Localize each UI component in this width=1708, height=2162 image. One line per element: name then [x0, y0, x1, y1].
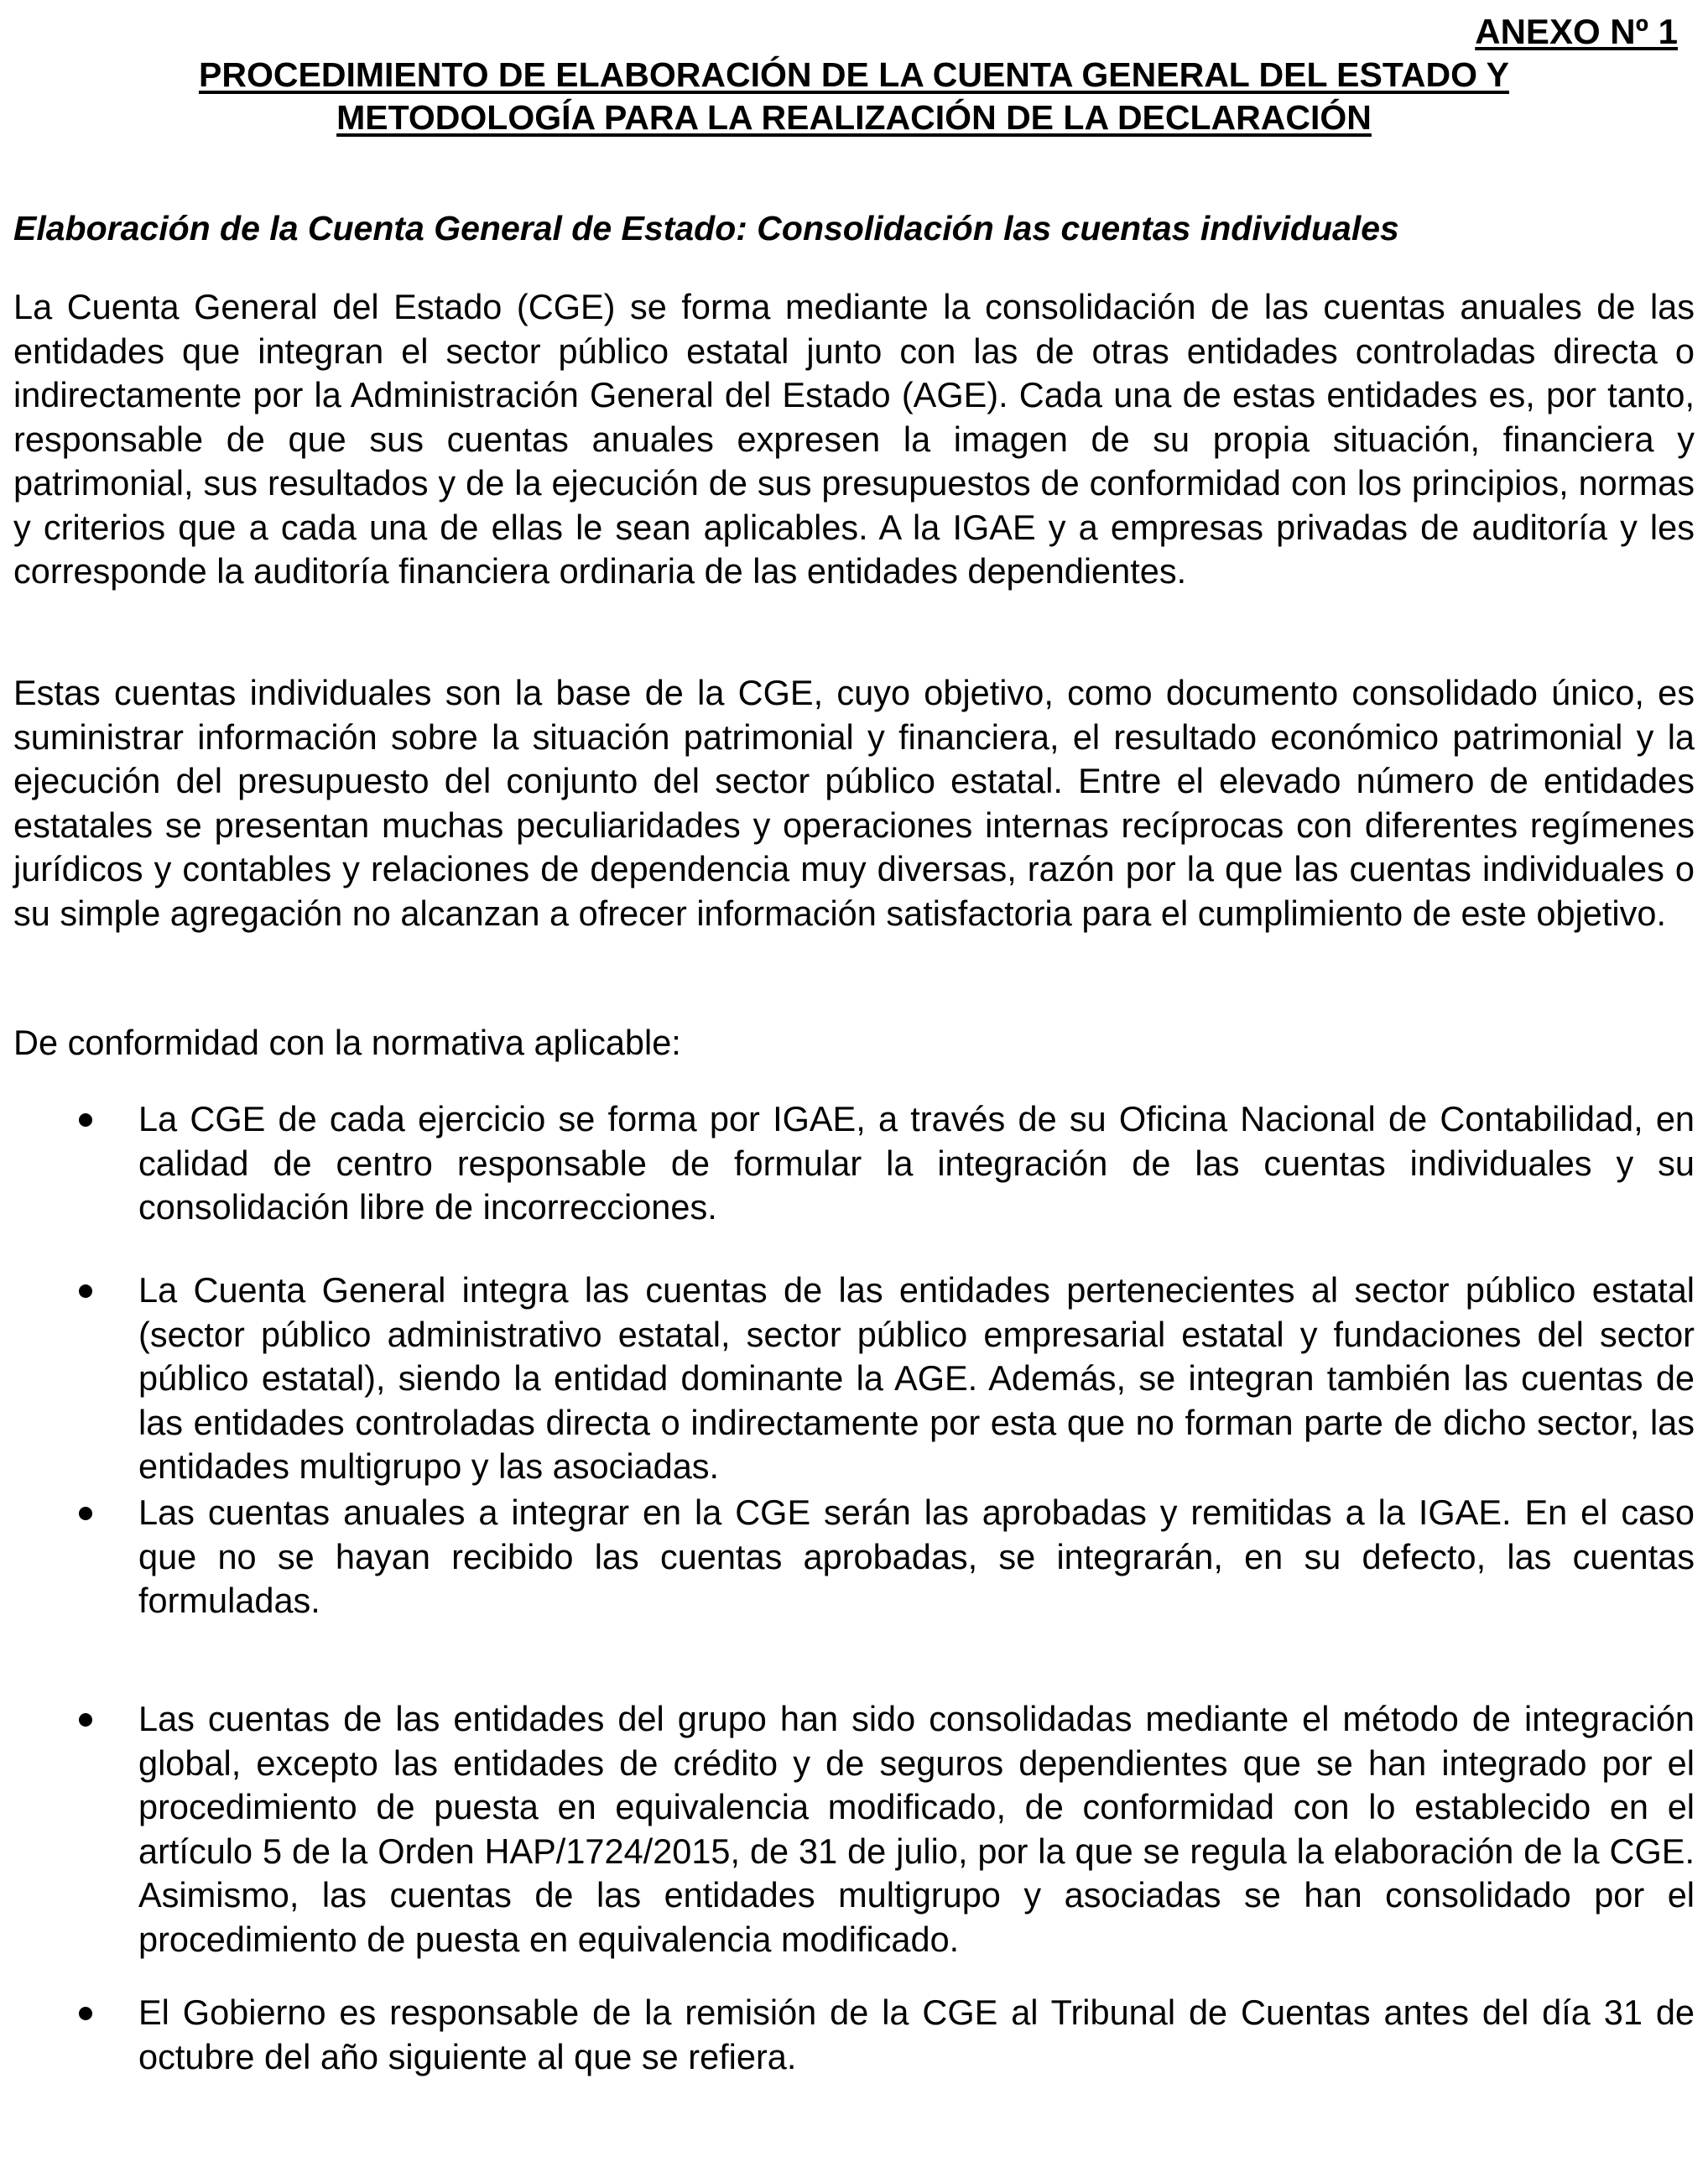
bullet-icon — [79, 1507, 92, 1520]
list-item-text: La Cuenta General integra las cuentas de las entidades pertenecientes al sector público estatal (sector público administrativo estatal, sector público empresarial estatal y fundaciones del sector público estatal), siendo la entidad dominante la AGE. Además, se integran también las cuentas de las entidades controladas directa o indirectamente por esta que no forman parte de dicho sector, las entidades multigrupo y las asociadas. — [138, 1270, 1695, 1486]
list-item-text: La CGE de cada ejercicio se forma por IGAE, a través de su Oficina Nacional de Contabilidad, en calidad de centro responsable de formular la integración de las cuentas individuales y su consolidación libre de incorrecciones. — [138, 1099, 1695, 1227]
title-line-2-text: METODOLOGÍA PARA LA REALIZACIÓN DE LA DECLARACIÓN — [336, 98, 1372, 137]
paragraph-normative-intro: De conformidad con la normativa aplicable: — [13, 1023, 681, 1062]
title-line-2 — [13, 96, 1695, 139]
paragraph-cge-formation: La Cuenta General del Estado (CGE) se forma mediante la consolidación de las cuentas anuales de las entidades que integran el sector público estatal junto con las de otras entidades controladas directa o indirectamente por la Administración General del Estado (AGE). Cada una de estas entidades es, por tanto, responsable de que sus cuentas anuales expresen la imagen de su propia situación, financiera y patrimonial, sus resultados y de la ejecución de sus presupuestos de conformidad con los principios, normas y criterios que a cada una de ellas le sean aplicables. A la IGAE y a empresas privadas de auditoría y les corresponde la auditoría financiera ordinaria de las entidades dependientes. — [13, 287, 1695, 591]
list-item-text: Las cuentas anuales a integrar en la CGE serán las aprobadas y remitidas a la IGAE. En el caso que no se hayan recibido las cuentas aprobadas, se integrarán, en su defecto, las cuentas formuladas. — [138, 1493, 1695, 1620]
section-subheading: Elaboración de la Cuenta General de Estado: Consolidación las cuentas individuales — [13, 209, 1399, 247]
title-line-1-text: PROCEDIMIENTO DE ELABORACIÓN DE LA CUENTA GENERAL DEL ESTADO Y — [199, 55, 1509, 94]
bullet-icon — [79, 1284, 92, 1298]
annex-label: ANEXO Nº 1 — [1475, 12, 1678, 51]
bullet-icon — [79, 1113, 92, 1127]
title-line-1 — [13, 54, 1695, 96]
document-title — [13, 54, 1695, 139]
bullet-icon — [79, 1713, 92, 1727]
list-item-text: El Gobierno es responsable de la remisión de la CGE al Tribunal de Cuentas antes del día 31 de octubre del año siguiente al que se refiera. — [138, 1993, 1695, 2076]
paragraph-individual-accounts: Estas cuentas individuales son la base de la CGE, cuyo objetivo, como documento consolidado único, es suministrar información sobre la situación patrimonial y financiera, el resultado económico patrimonial y la ejecución del presupuesto del conjunto del sector público estatal. Entre el elevado número de entidades estatales se presentan muchas peculiaridades y operaciones internas recíprocas con diferentes regímenes jurídicos y contables y relaciones de dependencia muy diversas, razón por la que las cuentas individuales o su simple agregación no alcanzan a ofrecer información satisfactoria para el cumplimiento de este objetivo. — [13, 673, 1695, 933]
list-item-text: Las cuentas de las entidades del grupo han sido consolidadas mediante el método de integración global, excepto las entidades de crédito y de seguros dependientes que se han integrado por el procedimiento de puesta en equivalencia modificado, de conformidad con lo establecido en el artículo 5 de la Orden HAP/1724/2015, de 31 de julio, por la que se regula la elaboración de la CGE. Asimismo, las cuentas de las entidades multigrupo y asociadas se han consolidado por el procedimiento de puesta en equivalencia modificado. — [138, 1699, 1695, 1959]
bullet-icon — [79, 2007, 92, 2020]
